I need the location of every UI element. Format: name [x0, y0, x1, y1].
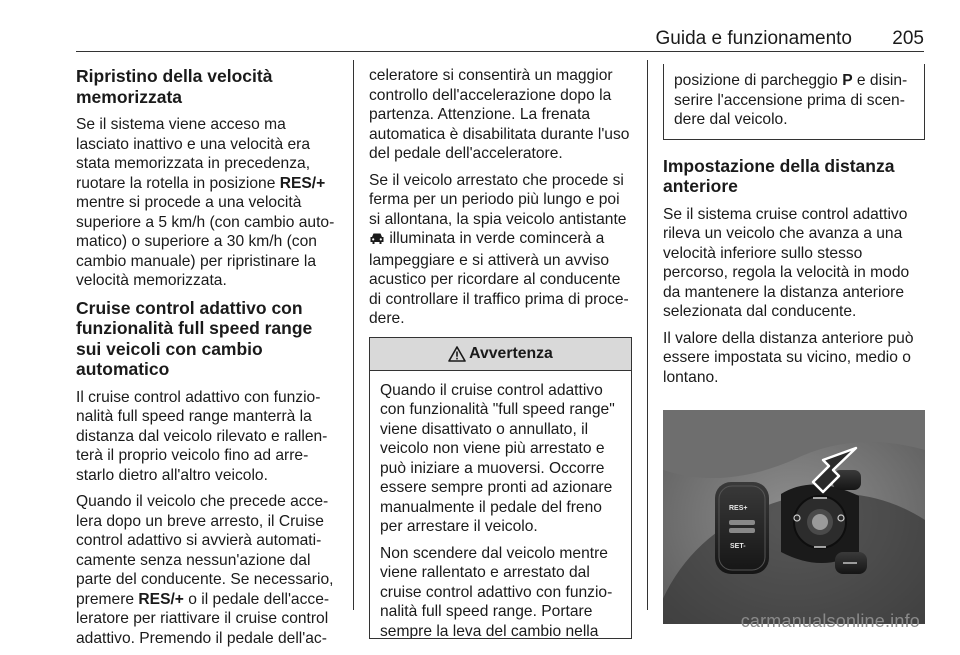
column-divider-1 [353, 60, 354, 610]
steering-wheel-controls-photo [663, 410, 925, 624]
column-3 [663, 64, 925, 630]
text: Se il veicolo arrestato che procede si ferma per un periodo più lungo e poi si allontana, la spia veicolo antistante [369, 171, 627, 228]
vehicle-ahead-icon [369, 231, 385, 251]
text: illuminata in verde comincerà a lampeggiare e si attiverà un avviso acustico per ricordare al conducente di controllare il traffico prima di proce- dere. [369, 230, 629, 327]
page-header [76, 22, 924, 52]
column-2 [369, 66, 632, 639]
key-res-plus: RES/+ [138, 590, 184, 608]
text: e disin- serire l'accensione prima di scen- dere dal veicolo. [674, 72, 908, 128]
text: Se il sistema viene acceso ma lasciato inattivo e una velocità era stata memorizzata in precedenza, ruotare la rotella in posizione [76, 116, 311, 192]
section-heading-distance: Impostazione della distanza anteriore [663, 155, 895, 196]
text: mentre si procede a una velocità superiore a 5 km/h (con cambio auto- matico) o superiore a 30 km/h (con cambio manuale) per ripristinare la velocità memorizzata. [76, 194, 335, 289]
text: o il pedale dell'acce- leratore per riattivare il cruise control adattivo. Premendo il pedale dell'ac- [76, 590, 330, 647]
paragraph-distance-2: Il valore della distanza anteriore può essere impostata su vicino, medio o lontano. [663, 329, 914, 386]
paragraph-distance-1: Se il sistema cruise control adattivo rileva un veicolo che avanza a una velocità inferiore sullo stesso percorso, regola la velocità in modo da mantenere la distanza anteriore selezionata dal conducente. [663, 205, 910, 320]
warning-paragraph-1: Quando il cruise control adattivo con funzionalità "full speed range" viene disattivato o annullato, il veicolo non viene più arrestato e può iniziare a muoversi. Occorre essere sempre pronti ad azionare manualmente il pedale del freno per arrestare il veicolo. [380, 381, 615, 535]
column-1 [76, 66, 338, 655]
paragraph-adaptive-2 [76, 492, 338, 648]
watermark: carmanualsonline.info [740, 611, 920, 631]
warning-box [369, 337, 632, 639]
warning-header [370, 338, 631, 371]
header-rule [76, 51, 924, 52]
text: Quando il veicolo che precede acce- lera dopo un breve arresto, il Cruise control adattivo si avvierà automati- camente senza nessun'azione dal parte del conducente. Se necessario, premere [76, 493, 334, 608]
section-heading-adaptive-cruise: Cruise control adattivo con funzionalità full speed range sui veicoli con cambio automatico [76, 297, 313, 379]
chapter-title: Guida e funzionamento [655, 28, 852, 49]
text: posizione di parcheggio [674, 72, 843, 89]
page-number: 205 [892, 28, 924, 49]
paragraph-accelerator: celeratore si consentirà un maggior controllo dell'accelerazione dopo la partenza. Attenzione. La frenata automatica è disabilitata durante l'uso del pedale dell'acceleratore. [369, 67, 630, 162]
set-minus-label: SET- [730, 543, 746, 550]
warning-title: Avvertenza [469, 344, 553, 362]
key-res-plus: RES/+ [279, 174, 326, 192]
res-plus-label: RES+ [729, 505, 748, 512]
section-heading-resume-speed: Ripristino della velocità memorizzata [76, 66, 273, 107]
warning-paragraph-2: Non scendere dal veicolo mentre viene rallentato e arrestato dal cruise control adattivo con funzio- nalità full speed range. Portare sempre la leva del cambio nella [380, 544, 613, 639]
key-park: P [842, 72, 853, 89]
warning-triangle-icon [448, 346, 466, 362]
warning-box-continued [663, 64, 925, 140]
paragraph-indicator [369, 171, 632, 329]
paragraph-resume-speed [76, 115, 338, 291]
paragraph-adaptive-1: Il cruise control adattivo con funzio- nalità full speed range manterrà la distanza dal veicolo rilevato e rallen- terà il proprio veicolo fino ad arre- starlo dietro all'altro veicolo. [76, 388, 328, 484]
column-divider-2 [647, 60, 648, 610]
warning-body [370, 371, 631, 639]
